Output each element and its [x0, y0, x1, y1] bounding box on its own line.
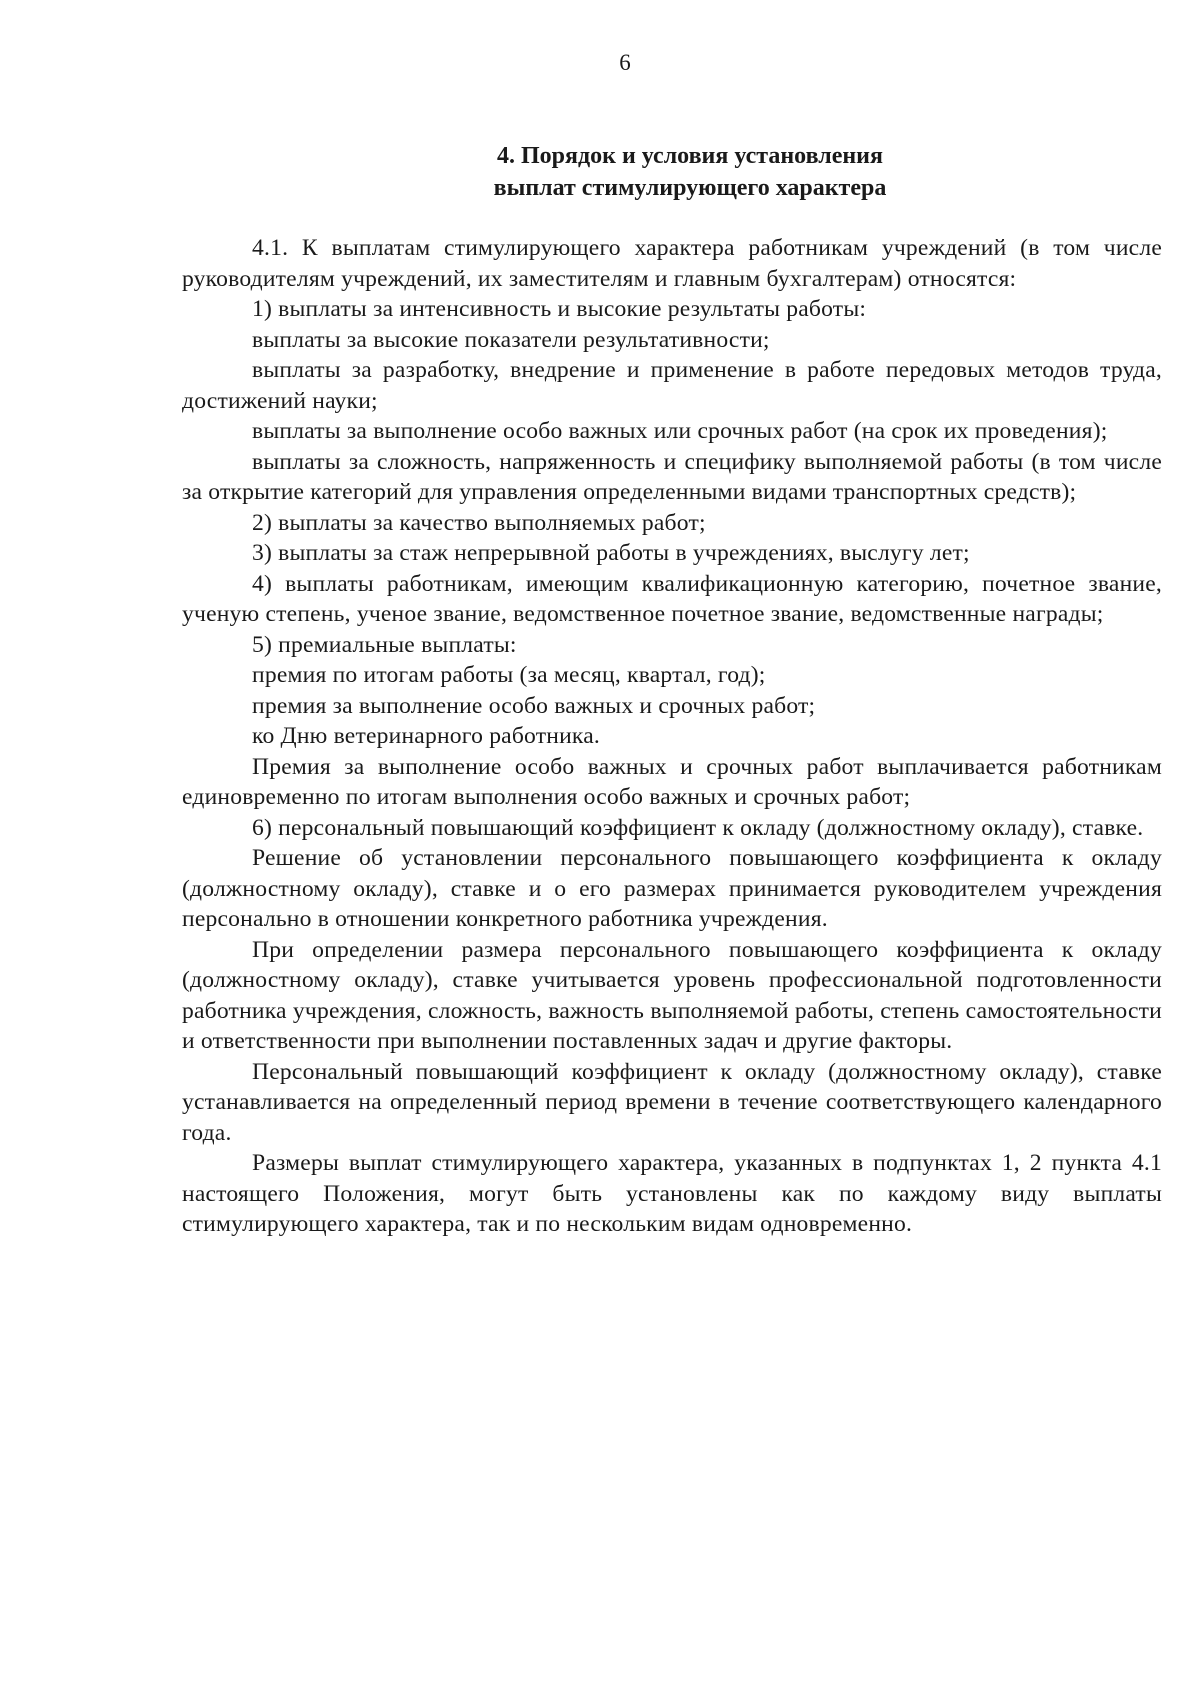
document-body — [182, 233, 1162, 1240]
section-heading — [182, 140, 1162, 204]
paragraph: выплаты за сложность, напряженность и специфику выполняемой работы (в том числе за открытие категорий для управления определенными видами транспортных средств); — [182, 448, 1162, 505]
paragraph: 2) выплаты за качество выполняемых работ; — [252, 509, 706, 536]
paragraph: премия по итогам работы (за месяц, квартал, год); — [252, 662, 766, 688]
paragraph: 6) персональный повышающий коэффициент к окладу (должностному окладу), ставке. — [252, 814, 1144, 841]
paragraph: 3) выплаты за стаж непрерывной работы в учреждениях, выслугу лет; — [252, 540, 970, 566]
paragraph: 5) премиальные выплаты: — [252, 631, 517, 658]
paragraph: 4) выплаты работникам, имеющим квалификационную категорию, почетное звание, ученую степень, ученое звание, ведомственное почетное звание, ведомственные награды; — [182, 570, 1162, 627]
paragraph: При определении размера персонального повышающего коэффициента к окладу (должностному окладу), ставке учитывается уровень профессиональной подготовленности работника учреждения, сложность, важность выполняемой работы, степень самостоятельности и ответственности при выполнении поставленных задач и другие факторы. — [182, 936, 1162, 1054]
paragraph: Премия за выполнение особо важных и срочных работ выплачивается работникам единовременно по итогам выполнения особо важных и срочных работ; — [182, 753, 1162, 810]
paragraph: Персональный повышающий коэффициент к окладу (должностному окладу), ставке устанавливается на определенный период времени в течение соответствующего календарного года. — [182, 1058, 1162, 1146]
paragraph: Решение об установлении персонального повышающего коэффициента к окладу (должностному окладу), ставке и о его размерах принимается руководителем учреждения персонально в отношении конкретного работника учреждения. — [182, 845, 1162, 932]
paragraph: Размеры выплат стимулирующего характера, указанных в подпунктах 1, 2 пункта 4.1 настоящего Положения, могут быть установлены как по каждому виду выплаты стимулирующего характера, так и по нескольким видам одновременно. — [182, 1150, 1162, 1237]
paragraph: ко Дню ветеринарного работника. — [252, 723, 600, 749]
paragraph: выплаты за разработку, внедрение и применение в работе передовых методов труда, достижений науки; — [182, 357, 1162, 414]
paragraph: премия за выполнение особо важных и срочных работ; — [252, 692, 816, 719]
section-heading-line-1: 4. Порядок и условия установления — [497, 143, 883, 169]
paragraph: 4.1. К выплатам стимулирующего характера работникам учреждений (в том числе руководителям учреждений, их заместителям и главным бухгалтерам) относятся: — [182, 235, 1162, 292]
paragraph: выплаты за выполнение особо важных или срочных работ (на срок их проведения); — [252, 418, 1108, 444]
paragraph: 1) выплаты за интенсивность и высокие результаты работы: — [252, 296, 867, 322]
paragraph: выплаты за высокие показатели результативности; — [252, 326, 770, 353]
section-heading-line-2: выплат стимулирующего характера — [493, 175, 887, 201]
page-number: 6 — [619, 50, 631, 75]
